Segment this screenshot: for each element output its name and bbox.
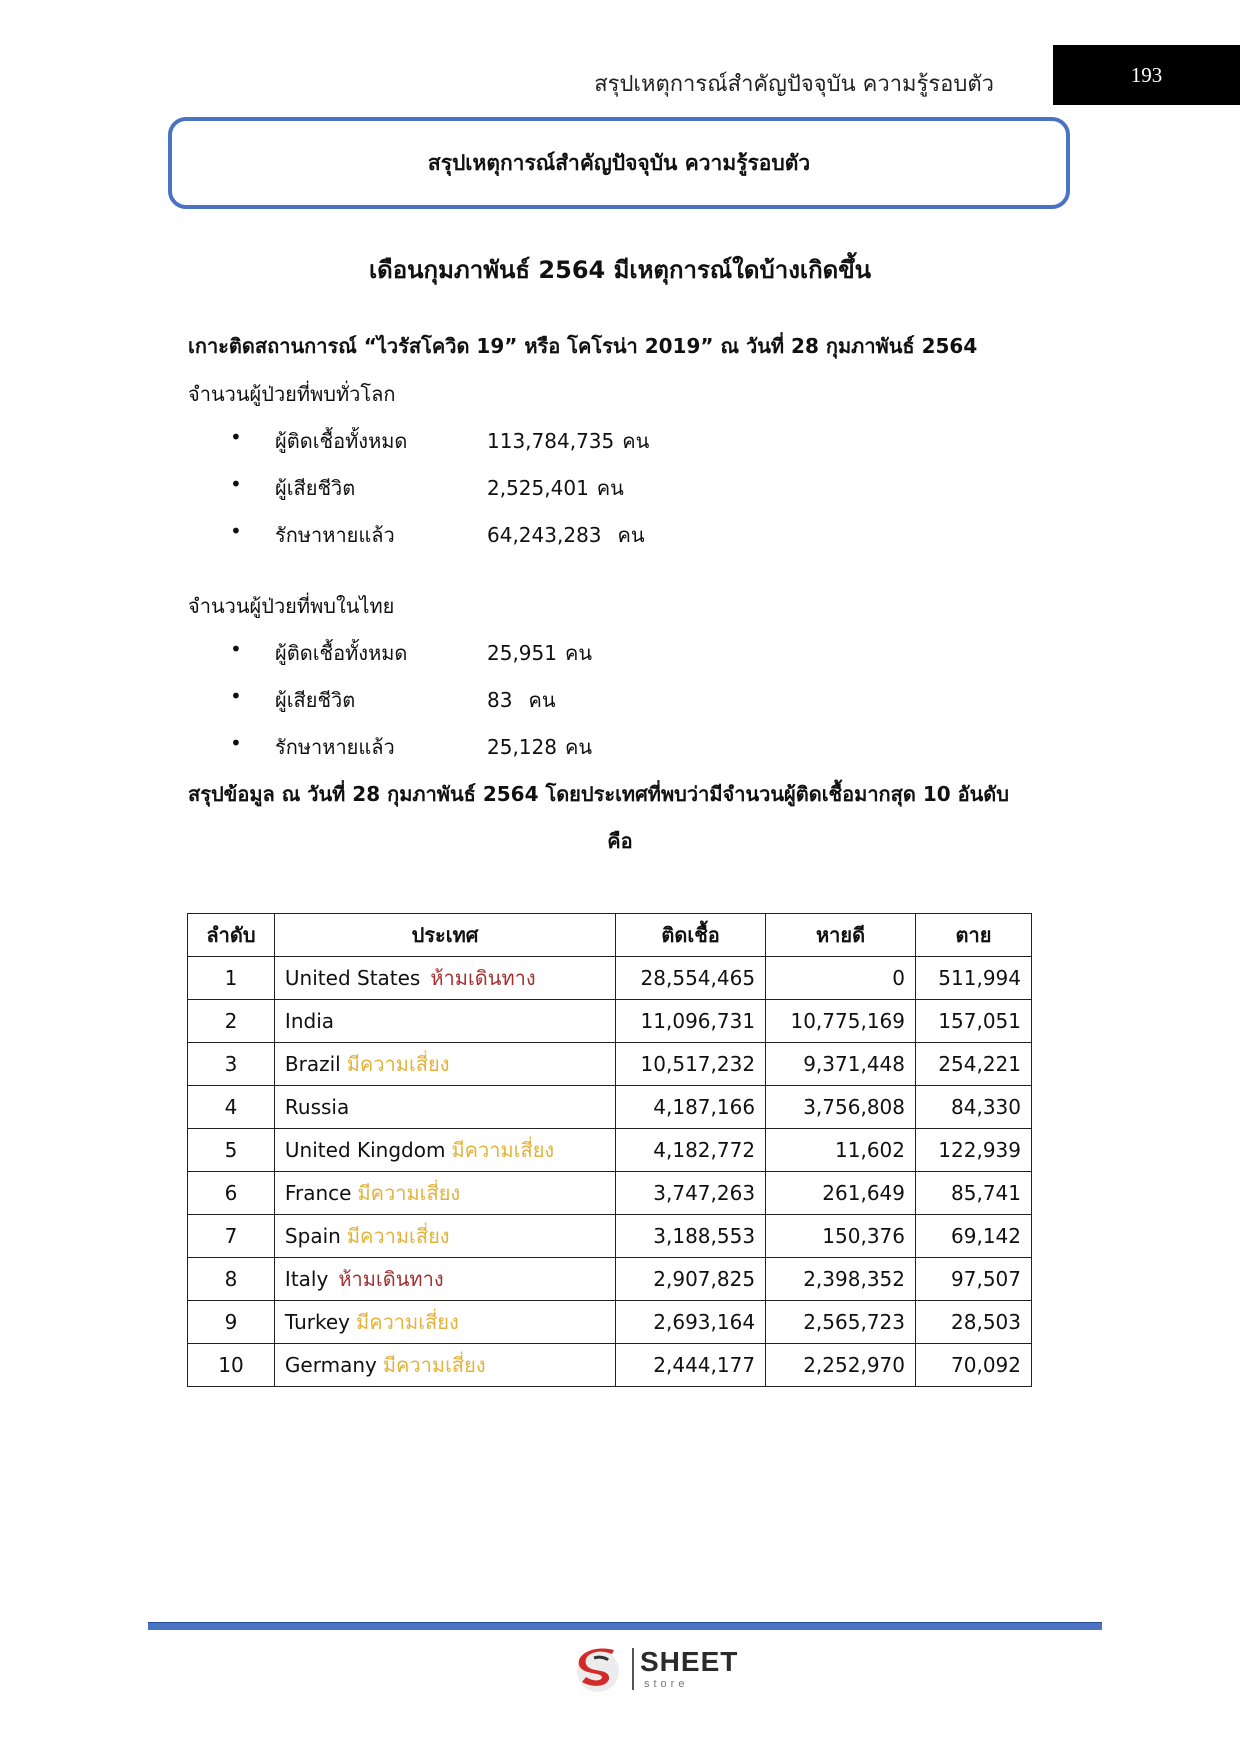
- logo-divider: [632, 1648, 634, 1690]
- column-header-country: ประเทศ: [274, 914, 615, 957]
- world-section-label: จำนวนผู้ป่วยที่พบทั่วโลก: [188, 382, 396, 406]
- table-header-row: [188, 914, 1032, 957]
- cell-deaths: 69,142: [916, 1215, 1032, 1258]
- travel-status: มีความเสี่ยง: [357, 1181, 461, 1205]
- table-row: [188, 1086, 1032, 1129]
- stat-value: 25,951 คน: [487, 641, 593, 665]
- cell-recovered: 10,775,169: [766, 1000, 916, 1043]
- travel-status: มีความเสี่ยง: [356, 1310, 459, 1334]
- cell-infected: 3,747,263: [616, 1172, 766, 1215]
- travel-status: มีความเสี่ยง: [346, 1052, 450, 1076]
- stat-label: รักษาหายแล้ว: [275, 735, 395, 759]
- bullet: •: [230, 637, 242, 661]
- cell-rank: 6: [188, 1172, 275, 1215]
- cell-country: [274, 1086, 615, 1129]
- cell-rank: 10: [188, 1344, 275, 1387]
- cell-recovered: 11,602: [766, 1129, 916, 1172]
- bullet: •: [230, 684, 242, 708]
- cell-rank: 2: [188, 1000, 275, 1043]
- cell-rank: 4: [188, 1086, 275, 1129]
- country-name: Brazil: [284, 1052, 341, 1076]
- cell-deaths: 85,741: [916, 1172, 1032, 1215]
- sheet-store-s-icon: [574, 1644, 626, 1696]
- cell-infected: 4,187,166: [616, 1086, 766, 1129]
- cell-recovered: 150,376: [766, 1215, 916, 1258]
- cell-country: [274, 1301, 615, 1344]
- table-row: [188, 1258, 1032, 1301]
- situation-heading: เกาะติดสถานการณ์ “ไวรัสโควิด 19” หรือ โคโรน่า 2019” ณ วันที่ 28 กุมภาพันธ์ 2564: [188, 334, 978, 358]
- travel-status: มีความเสี่ยง: [346, 1224, 450, 1248]
- country-name: Russia: [284, 1095, 350, 1119]
- bullet: •: [230, 519, 242, 543]
- stat-value: 25,128 คน: [487, 735, 593, 759]
- country-name: United States: [284, 966, 421, 990]
- footer-divider: [148, 1622, 1102, 1630]
- cell-country: [274, 1258, 615, 1301]
- cell-country: [274, 1000, 615, 1043]
- cell-infected: 2,693,164: [616, 1301, 766, 1344]
- title-box-text: สรุปเหตุการณ์สำคัญปัจจุบัน ความรู้รอบตัว: [427, 150, 811, 175]
- thailand-stat-row: [230, 684, 830, 714]
- cell-country: [274, 1215, 615, 1258]
- cell-rank: 9: [188, 1301, 275, 1344]
- cell-recovered: 3,756,808: [766, 1086, 916, 1129]
- stat-label: ผู้ติดเชื้อทั้งหมด: [275, 429, 408, 453]
- cell-rank: 1: [188, 957, 275, 1000]
- country-name: Italy: [284, 1267, 329, 1291]
- travel-status: มีความเสี่ยง: [451, 1138, 555, 1162]
- cell-deaths: 254,221: [916, 1043, 1032, 1086]
- thailand-stat-row: [230, 637, 830, 667]
- column-header-recovered: หายดี: [766, 914, 916, 957]
- country-name: United Kingdom: [284, 1138, 446, 1162]
- thailand-section-label: จำนวนผู้ป่วยที่พบในไทย: [188, 594, 395, 618]
- cell-rank: 5: [188, 1129, 275, 1172]
- cell-infected: 28,554,465: [616, 957, 766, 1000]
- table-row: [188, 1129, 1032, 1172]
- world-stat-row: [230, 472, 830, 502]
- stat-label: ผู้เสียชีวิต: [275, 688, 356, 712]
- world-stat-row: [230, 425, 830, 455]
- country-name: Spain: [284, 1224, 341, 1248]
- table-row: [188, 1215, 1032, 1258]
- bullet: •: [230, 472, 242, 496]
- cell-deaths: 97,507: [916, 1258, 1032, 1301]
- logo-subtext: store: [644, 1678, 689, 1690]
- cell-deaths: 70,092: [916, 1344, 1032, 1387]
- stat-label: รักษาหายแล้ว: [275, 523, 395, 547]
- stat-value: 83 คน: [487, 688, 556, 712]
- cell-recovered: 2,252,970: [766, 1344, 916, 1387]
- stat-value: 2,525,401 คน: [487, 476, 624, 500]
- cell-infected: 10,517,232: [616, 1043, 766, 1086]
- cell-country: [274, 1129, 615, 1172]
- cell-deaths: 122,939: [916, 1129, 1032, 1172]
- cell-country: [274, 1172, 615, 1215]
- cell-country: [274, 1344, 615, 1387]
- month-heading: เดือนกุมภาพันธ์ 2564 มีเหตุการณ์ใดบ้างเกิดขึ้น: [368, 256, 872, 284]
- cell-deaths: 511,994: [916, 957, 1032, 1000]
- top-countries-table: [187, 913, 1032, 1387]
- table-row: [188, 957, 1032, 1000]
- country-name: India: [284, 1009, 335, 1033]
- thailand-stat-row: [230, 731, 830, 761]
- cell-deaths: 28,503: [916, 1301, 1032, 1344]
- country-name: Germany: [284, 1353, 377, 1377]
- cell-infected: 3,188,553: [616, 1215, 766, 1258]
- summary-line: สรุปข้อมูล ณ วันที่ 28 กุมภาพันธ์ 2564 โดยประเทศที่พบว่ามีจำนวนผู้ติดเชื้อมากสุด 10 อันดับ: [188, 782, 1009, 806]
- column-header-infected: ติดเชื้อ: [616, 914, 766, 957]
- table-row: [188, 1000, 1032, 1043]
- travel-status: มีความเสี่ยง: [382, 1353, 486, 1377]
- cell-recovered: 2,565,723: [766, 1301, 916, 1344]
- stat-label: ผู้ติดเชื้อทั้งหมด: [275, 641, 408, 665]
- bullet: •: [230, 425, 242, 449]
- cell-rank: 8: [188, 1258, 275, 1301]
- country-name: France: [284, 1181, 352, 1205]
- summary-line-continued: คือ: [607, 829, 633, 853]
- cell-rank: 7: [188, 1215, 275, 1258]
- cell-deaths: 84,330: [916, 1086, 1032, 1129]
- cell-infected: 11,096,731: [616, 1000, 766, 1043]
- travel-status: ห้ามเดินทาง: [338, 1267, 444, 1291]
- running-header-title: สรุปเหตุการณ์สำคัญปัจจุบัน ความรู้รอบตัว: [594, 72, 994, 97]
- cell-rank: 3: [188, 1043, 275, 1086]
- table-row: [188, 1344, 1032, 1387]
- travel-status: ห้ามเดินทาง: [430, 966, 536, 990]
- sheet-store-logo: [574, 1644, 744, 1696]
- cell-country: [274, 957, 615, 1000]
- cell-recovered: 9,371,448: [766, 1043, 916, 1086]
- stat-value: 113,784,735 คน: [487, 429, 650, 453]
- cell-recovered: 0: [766, 957, 916, 1000]
- cell-recovered: 2,398,352: [766, 1258, 916, 1301]
- table-row: [188, 1301, 1032, 1344]
- cell-country: [274, 1043, 615, 1086]
- stat-value: 64,243,283 คน: [487, 523, 645, 547]
- cell-infected: 4,182,772: [616, 1129, 766, 1172]
- world-stat-row: [230, 519, 830, 549]
- table-row: [188, 1043, 1032, 1086]
- table-row: [188, 1172, 1032, 1215]
- page-number: 193: [1053, 45, 1240, 105]
- country-name: Turkey: [284, 1310, 351, 1334]
- stat-label: ผู้เสียชีวิต: [275, 476, 356, 500]
- cell-infected: 2,444,177: [616, 1344, 766, 1387]
- bullet: •: [230, 731, 242, 755]
- column-header-rank: ลำดับ: [188, 914, 275, 957]
- cell-recovered: 261,649: [766, 1172, 916, 1215]
- column-header-deaths: ตาย: [916, 914, 1032, 957]
- cell-infected: 2,907,825: [616, 1258, 766, 1301]
- title-box: [168, 117, 1070, 209]
- logo-text: SHEET: [640, 1646, 739, 1677]
- cell-deaths: 157,051: [916, 1000, 1032, 1043]
